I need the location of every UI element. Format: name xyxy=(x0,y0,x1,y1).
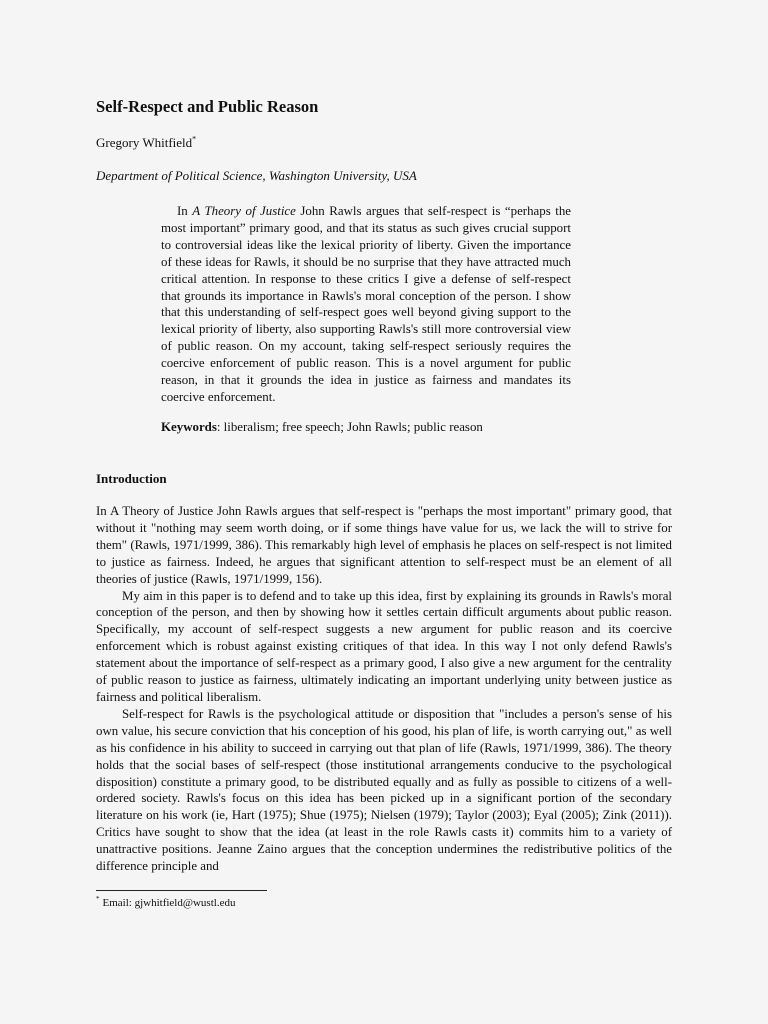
author-line xyxy=(96,135,196,151)
section-heading: Introduction xyxy=(96,471,167,486)
abstract-book-title: A Theory of Justice xyxy=(192,204,296,218)
keywords-label: Keywords xyxy=(161,420,217,434)
paragraph: Self-respect for Rawls is the psychological attitude or disposition that "includes a person's sense of his own value, his secure conviction that his conception of his good, his plan of life, is worth carrying out," as well as his confidence in his ability to succeed in carrying out that plan of life (Rawls, 1971/1999, 386). The theory holds that the social bases of self-respect (those institutional arrangements conducive to the psychological disposition) constitute a primary good, to be distributed equally and as fully as possible to citizens of a well-ordered society. Rawls's focus on this idea has been picked up in a significant portion of the secondary literature on his work (ie, Hart (1975); Shue (1975); Nielsen (1979); Taylor (2003); Eyal (2005); Zink (2011)). Critics have sought to show that the idea (at least in the role Rawls casts it) commits him to a variety of unattractive positions. Jeanne Zaino argues that the conception undermines the redistributive politics of the difference principle and xyxy=(96,706,672,874)
paragraph: In A Theory of Justice John Rawls argues that self-respect is "perhaps the most important" primary good, that without it "nothing may seem worth doing, or if some things have value for us, we lack the will to strive for them" (Rawls, 1971/1999, 386). This remarkably high level of emphasis he places on self-respect is not limited to justice as fairness. Indeed, he argues that significant attention to self-respect must be an element of all theories of justice (Rawls, 1971/1999, 156). xyxy=(96,504,672,586)
keywords-text: : liberalism; free speech; John Rawls; public reason xyxy=(216,420,483,434)
paragraph: My aim in this paper is to defend and to take up this idea, first by explaining its grounds in Rawls's moral conception of the person, and then by showing how it settles certain difficult arguments about public reason. Specifically, my account of self-respect suggests a new argument for public reason and its coercive enforcement which is robust against existing critiques of that idea. In this way I not only defend Rawls's statement about the importance of self-respect as a primary good, I also give a new argument for the centrality of public reason to justice as fairness, ultimately indicating an important underlying unity between justice as fairness and political liberalism. xyxy=(96,588,672,704)
footnote-text: Email: gjwhitfield@wustl.edu xyxy=(102,897,236,909)
abstract xyxy=(161,203,571,406)
abstract-text: John Rawls argues that self-respect is “perhaps the most important” primary good, and that its status as such gives crucial support to controversial ideas like the lexical priority of liberty. Given the importance of these ideas for Rawls, it should be no surprise that they have attracted much critical attention. In response to these critics I give a defense of self-respect that grounds its importance in Rawls's moral conception of the person. I show that this understanding of self-respect goes well beyond giving support to the lexical priority of liberty, also supporting Rawls's still more controversial view of public reason. On my account, taking self-respect seriously requires the coercive enforcement of public reason. This is a novel argument for public reason, in that it grounds the idea in justice as fairness and mandates its coercive enforcement. xyxy=(161,204,571,404)
footnote xyxy=(96,897,235,909)
abstract-lead: In xyxy=(177,204,193,218)
footnote-mark: * xyxy=(96,895,100,904)
author-name: Gregory Whitfield xyxy=(96,135,193,150)
footnote-divider xyxy=(96,890,267,891)
author-footnote-mark: * xyxy=(192,134,197,144)
keywords xyxy=(161,420,581,435)
body-text xyxy=(96,503,672,875)
affiliation: Department of Political Science, Washington University, USA xyxy=(96,168,417,183)
paper-title: Self-Respect and Public Reason xyxy=(96,97,319,116)
